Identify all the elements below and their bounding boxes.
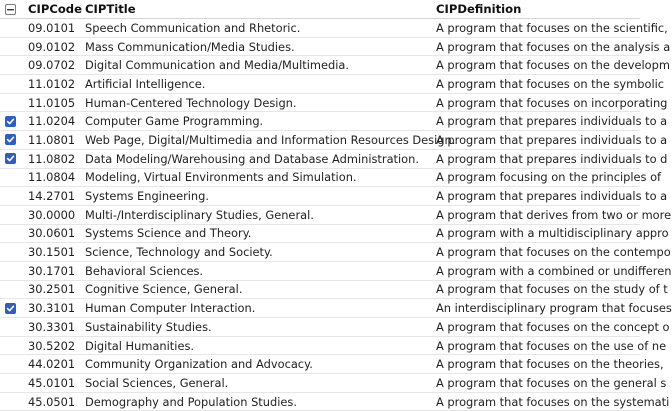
table-row[interactable] bbox=[0, 374, 667, 393]
row-checkbox[interactable] bbox=[5, 377, 16, 388]
cell-ciptitle: Human-Centered Technology Design. bbox=[85, 95, 297, 110]
row-checkbox[interactable] bbox=[5, 60, 16, 71]
cell-cipcode: 09.0101 bbox=[28, 20, 76, 35]
row-checkbox[interactable] bbox=[5, 284, 16, 295]
cell-cipdefinition: A program that prepares individuals to a bbox=[436, 132, 668, 147]
cell-ciptitle: Community Organization and Advocacy. bbox=[85, 357, 313, 372]
cell-cipdefinition: A program that focuses on the developm bbox=[436, 58, 670, 73]
cell-cipcode: 30.3301 bbox=[28, 319, 76, 334]
row-select-cell[interactable] bbox=[0, 169, 20, 187]
cell-ciptitle: Systems Science and Theory. bbox=[85, 226, 252, 241]
cell-ciptitle: Social Sciences, General. bbox=[85, 375, 229, 390]
cell-ciptitle: Modeling, Virtual Environments and Simulation. bbox=[85, 170, 357, 185]
row-select-cell[interactable] bbox=[0, 112, 20, 130]
cell-cipcode: 09.0702 bbox=[28, 58, 76, 73]
row-checkbox-checked[interactable] bbox=[5, 303, 16, 314]
cell-cipdefinition: A program that focuses on the study of t bbox=[436, 282, 668, 297]
cell-cipdefinition: A program that prepares individuals to a bbox=[436, 189, 668, 204]
cell-cipcode: 09.0102 bbox=[28, 39, 76, 54]
table-row[interactable] bbox=[0, 94, 668, 113]
select-all-cell[interactable] bbox=[0, 0, 20, 18]
row-checkbox-checked[interactable] bbox=[5, 134, 16, 145]
column-header-cipcode[interactable]: CIPCode bbox=[28, 2, 82, 16]
cell-cipcode: 11.0105 bbox=[28, 95, 76, 110]
table-row[interactable] bbox=[0, 75, 665, 94]
cell-cipcode: 44.0201 bbox=[28, 357, 76, 372]
cell-cipdefinition: A program that prepares individuals to a bbox=[436, 114, 668, 129]
cell-ciptitle: Sustainability Studies. bbox=[85, 319, 212, 334]
column-header-ciptitle[interactable]: CIPTitle bbox=[85, 2, 136, 16]
row-checkbox[interactable] bbox=[5, 172, 16, 183]
cell-cipdefinition: A program that derives from two or more bbox=[436, 207, 672, 222]
cell-ciptitle: Mass Communication/Media Studies. bbox=[85, 39, 295, 54]
checkmark-icon bbox=[6, 154, 15, 163]
cell-cipcode: 30.3101 bbox=[28, 301, 76, 316]
row-select-cell[interactable] bbox=[0, 318, 20, 336]
cell-ciptitle: Cognitive Science, General. bbox=[85, 282, 243, 297]
cell-cipdefinition: A program that focuses on the concept o bbox=[436, 319, 670, 334]
cell-cipcode: 30.1701 bbox=[28, 263, 76, 278]
row-select-cell[interactable] bbox=[0, 243, 20, 261]
row-select-cell[interactable] bbox=[0, 206, 20, 224]
checkmark-icon bbox=[6, 117, 15, 126]
cell-ciptitle: Web Page, Digital/Multimedia and Information Resources Design. bbox=[85, 132, 456, 147]
table-row[interactable] bbox=[0, 206, 672, 225]
row-checkbox[interactable] bbox=[5, 359, 16, 370]
row-checkbox[interactable] bbox=[5, 191, 16, 202]
table-row[interactable] bbox=[0, 262, 672, 281]
table-row[interactable] bbox=[0, 131, 668, 150]
cell-ciptitle: Demography and Population Studies. bbox=[85, 394, 297, 409]
table-row[interactable] bbox=[0, 150, 668, 169]
cell-cipdefinition: A program that focuses on incorporating bbox=[436, 95, 668, 110]
cell-cipdefinition: A program that focuses on the analysis a bbox=[436, 39, 671, 54]
table-row[interactable] bbox=[0, 393, 670, 411]
row-checkbox[interactable] bbox=[5, 265, 16, 276]
cell-cipdefinition: A program focusing on the principles of bbox=[436, 170, 662, 185]
cell-cipcode: 45.0101 bbox=[28, 375, 76, 390]
table-row[interactable] bbox=[0, 281, 668, 300]
cell-ciptitle: Digital Humanities. bbox=[85, 338, 195, 353]
cell-cipcode: 11.0102 bbox=[28, 76, 76, 91]
checkmark-icon bbox=[6, 304, 15, 313]
row-select-cell[interactable] bbox=[0, 374, 20, 392]
cell-cipcode: 30.0000 bbox=[28, 207, 76, 222]
row-select-cell[interactable] bbox=[0, 131, 20, 149]
row-select-cell[interactable] bbox=[0, 187, 20, 205]
table-row[interactable] bbox=[0, 38, 671, 57]
cell-cipcode: 30.2501 bbox=[28, 282, 76, 297]
table-row[interactable] bbox=[0, 355, 664, 374]
row-checkbox[interactable] bbox=[5, 340, 16, 351]
table-row[interactable] bbox=[0, 169, 662, 188]
cell-ciptitle: Multi-/Interdisciplinary Studies, General. bbox=[85, 207, 314, 222]
cell-ciptitle: Computer Game Programming. bbox=[85, 114, 264, 129]
table-row[interactable] bbox=[0, 337, 667, 356]
row-checkbox[interactable] bbox=[5, 41, 16, 52]
row-select-cell[interactable] bbox=[0, 56, 20, 74]
cell-ciptitle: Artificial Intelligence. bbox=[85, 76, 206, 91]
cell-ciptitle: Behavioral Sciences. bbox=[85, 263, 204, 278]
cell-cipcode: 11.0802 bbox=[28, 151, 76, 166]
cell-cipcode: 14.2701 bbox=[28, 189, 76, 204]
table-row[interactable] bbox=[0, 299, 672, 318]
row-select-cell[interactable] bbox=[0, 355, 20, 373]
cell-cipcode: 11.0804 bbox=[28, 170, 76, 185]
row-checkbox[interactable] bbox=[5, 247, 16, 258]
cell-cipdefinition: A program with a combined or undifferen bbox=[436, 263, 672, 278]
row-select-cell[interactable] bbox=[0, 281, 20, 299]
cell-ciptitle: Digital Communication and Media/Multimedia. bbox=[85, 58, 350, 73]
cell-cipdefinition: A program that focuses on the scientific, bbox=[436, 20, 668, 35]
table-row[interactable] bbox=[0, 243, 671, 262]
cell-cipcode: 30.5202 bbox=[28, 338, 76, 353]
row-select-cell[interactable] bbox=[0, 75, 20, 93]
table-body bbox=[0, 19, 672, 411]
table-row[interactable] bbox=[0, 318, 670, 337]
cell-cipcode: 45.0501 bbox=[28, 394, 76, 409]
cell-ciptitle: Data Modeling/Warehousing and Database Administration. bbox=[85, 151, 419, 166]
cell-cipcode: 30.0601 bbox=[28, 226, 76, 241]
row-checkbox[interactable] bbox=[5, 396, 16, 407]
cell-ciptitle: Human Computer Interaction. bbox=[85, 301, 256, 316]
row-checkbox[interactable] bbox=[5, 78, 16, 89]
table-row[interactable] bbox=[0, 112, 668, 131]
table-row[interactable] bbox=[0, 187, 668, 206]
row-checkbox[interactable] bbox=[5, 97, 16, 108]
cell-cipdefinition: A program with a multidisciplinary appro bbox=[436, 226, 669, 241]
row-checkbox[interactable] bbox=[5, 321, 16, 332]
cell-cipdefinition: A program that focuses on the systemati bbox=[436, 394, 670, 409]
row-checkbox-checked[interactable] bbox=[5, 153, 16, 164]
row-select-cell[interactable] bbox=[0, 150, 20, 168]
cell-cipcode: 11.0801 bbox=[28, 132, 76, 147]
row-select-cell[interactable] bbox=[0, 393, 20, 411]
cell-ciptitle: Speech Communication and Rhetoric. bbox=[85, 20, 301, 35]
row-select-cell[interactable] bbox=[0, 262, 20, 280]
table-row[interactable] bbox=[0, 19, 668, 38]
select-all-checkbox[interactable] bbox=[5, 4, 16, 15]
row-checkbox-checked[interactable] bbox=[5, 116, 16, 127]
cell-cipdefinition: An interdisciplinary program that focuses bbox=[436, 301, 672, 316]
cell-cipdefinition: A program that focuses on the symbolic bbox=[436, 76, 665, 91]
row-checkbox[interactable] bbox=[5, 22, 16, 33]
row-select-cell[interactable] bbox=[0, 94, 20, 112]
row-select-cell[interactable] bbox=[0, 337, 20, 355]
row-select-cell[interactable] bbox=[0, 225, 20, 243]
row-checkbox[interactable] bbox=[5, 209, 16, 220]
cell-cipdefinition: A program that focuses on the general s bbox=[436, 375, 667, 390]
cell-cipcode: 30.1501 bbox=[28, 245, 76, 260]
row-checkbox[interactable] bbox=[5, 228, 16, 239]
cell-ciptitle: Systems Engineering. bbox=[85, 189, 209, 204]
cell-ciptitle: Science, Technology and Society. bbox=[85, 245, 273, 260]
cell-cipdefinition: A program that prepares individuals to d bbox=[436, 151, 668, 166]
cell-cipdefinition: A program that focuses on the contempo bbox=[436, 245, 671, 260]
checkmark-icon bbox=[6, 135, 15, 144]
cell-cipdefinition: A program that focuses on the use of ne bbox=[436, 338, 667, 353]
row-select-cell[interactable] bbox=[0, 299, 20, 317]
row-select-cell[interactable] bbox=[0, 38, 20, 56]
table-header bbox=[0, 0, 640, 19]
table-row[interactable] bbox=[0, 225, 669, 244]
cell-cipcode: 11.0204 bbox=[28, 114, 76, 129]
column-header-cipdefinition[interactable]: CIPDefinition bbox=[436, 2, 522, 16]
row-select-cell[interactable] bbox=[0, 19, 20, 37]
cell-cipdefinition: A program that focuses on the theories, bbox=[436, 357, 664, 372]
table-row[interactable] bbox=[0, 56, 670, 75]
